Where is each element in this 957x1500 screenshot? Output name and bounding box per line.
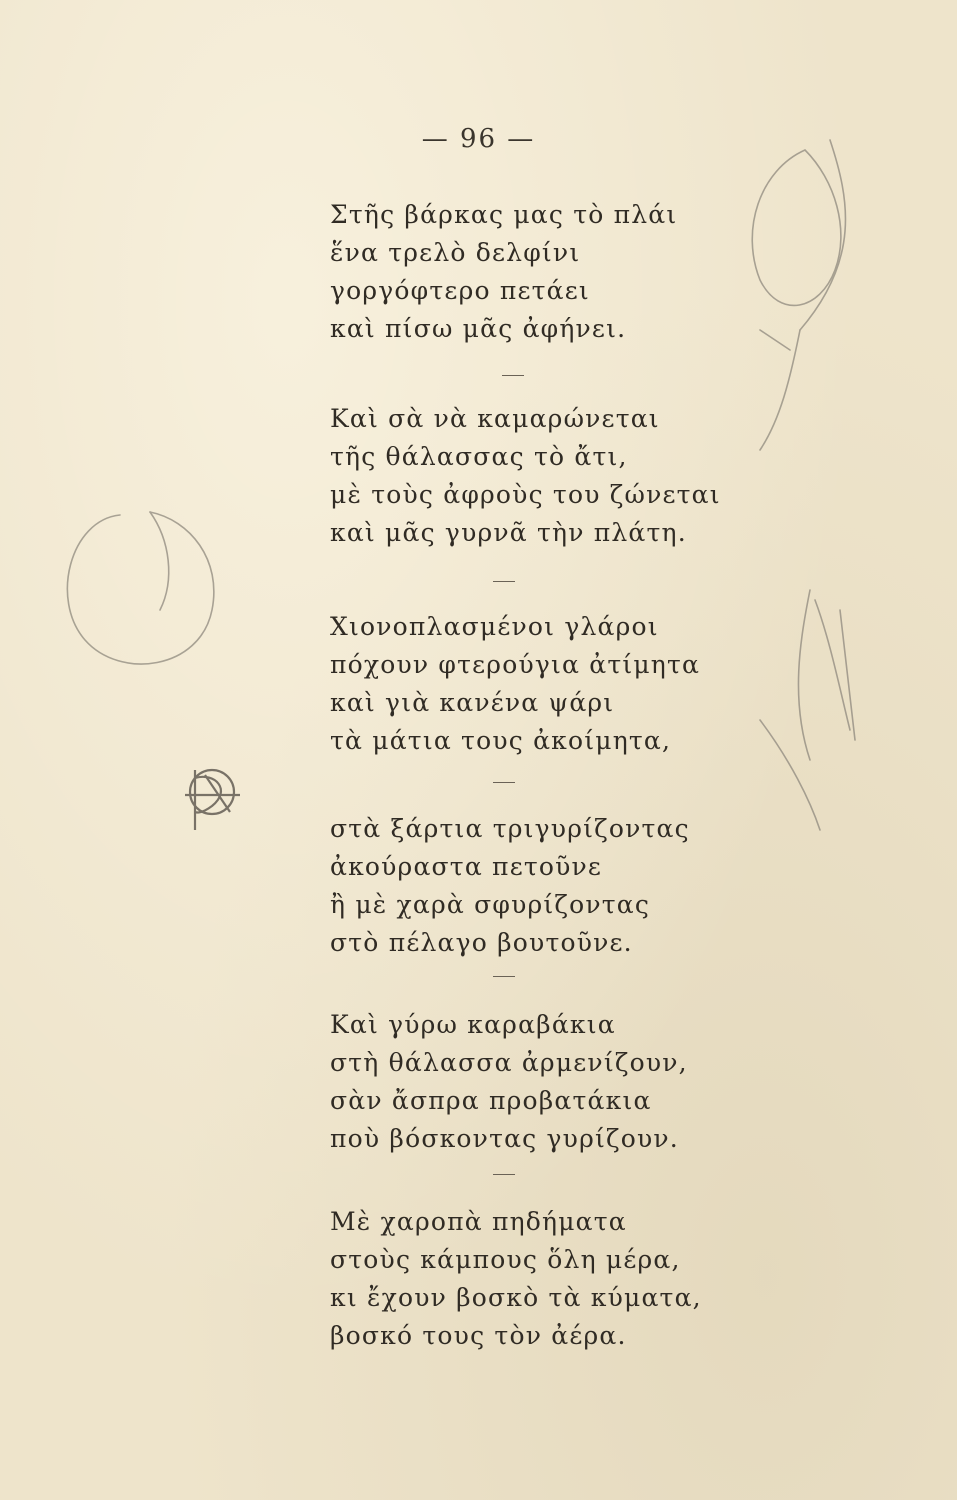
poem-line: ποὺ βόσκοντας γυρίζουν. (330, 1124, 679, 1153)
pencil-loop-scribble (67, 512, 213, 664)
poem-line: στὴ θάλασσα ἀρμενίζουν, (330, 1048, 688, 1077)
stanza-6 (330, 1203, 800, 1355)
poem-line: πόχουν φτερούγια ἀτίμητα (330, 650, 701, 679)
stanza-2 (330, 400, 800, 552)
poem-line: καὶ μᾶς γυρνᾶ τὴν πλάτη. (330, 518, 687, 547)
stanza-separator (502, 375, 524, 376)
poem-line: βοσκό τους τὸν ἀέρα. (330, 1321, 627, 1350)
poem-line: κι ἔχουν βοσκὸ τὰ κύματα, (330, 1283, 702, 1312)
stanza-separator (493, 581, 515, 582)
poem-line: τὰ μάτια τους ἀκοίμητα, (330, 726, 672, 755)
poem-line: ἀκούραστα πετοῦνε (330, 852, 603, 881)
stanza-separator (493, 976, 515, 977)
monogram-stamp-icon (185, 770, 240, 830)
poem-line: καὶ γιὰ κανένα ψάρι (330, 688, 615, 717)
poem-line: ἕνα τρελὸ δελφίνι (330, 238, 581, 267)
poem-line: τῆς θάλασσας τὸ ἄτι, (330, 442, 628, 471)
poem-line: στὸ πέλαγο βουτοῦνε. (330, 928, 633, 957)
page-number: — 96 — (421, 124, 536, 154)
stanza-3 (330, 608, 800, 760)
poem-line: στὰ ξάρτια τριγυρίζοντας (330, 814, 690, 843)
pencil-n-scribble (798, 590, 810, 760)
poem-line: Στῆς βάρκας μας τὸ πλάι (330, 200, 678, 229)
poem-line: Μὲ χαροπὰ πηδήματα (330, 1207, 627, 1236)
stanza-4 (330, 810, 800, 962)
poem-line: στοὺς κάμπους ὅλη μέρα, (330, 1245, 681, 1274)
stanza-separator (493, 782, 515, 783)
poem-line: Καὶ γύρω καραβάκια (330, 1010, 616, 1039)
poem-line: Καὶ σὰ νὰ καμαρώνεται (330, 404, 660, 433)
stanza-1 (330, 196, 800, 348)
poem-line: γοργόφτερο πετάει (330, 276, 590, 305)
stanza-5 (330, 1006, 800, 1158)
poem-line: καὶ πίσω μᾶς ἀφήνει. (330, 314, 627, 343)
poem-line: Χιονοπλασμένοι γλάροι (330, 612, 659, 641)
stanza-separator (493, 1174, 515, 1175)
poem-line: ἢ μὲ χαρὰ σφυρίζοντας (330, 890, 651, 919)
poem-line: μὲ τοὺς ἀφροὺς του ζώνεται (330, 480, 721, 509)
poem-line: σὰν ἄσπρα προβατάκια (330, 1086, 652, 1115)
